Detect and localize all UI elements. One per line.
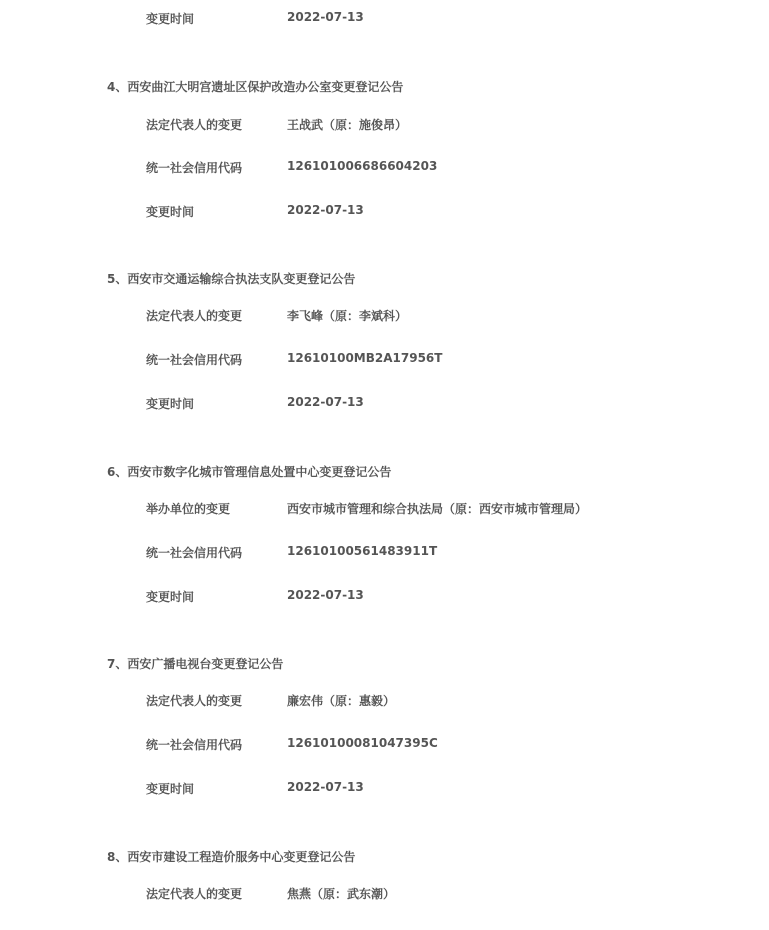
notice-row-value: 西安市城市管理和综合执法局（原：西安市城市管理局） (287, 502, 588, 516)
notice-row-value: 12610100561483911T (287, 544, 438, 558)
notice-row-value: 12610100MB2A17956T (287, 351, 443, 365)
notice-row-label: 变更时间 (146, 590, 195, 604)
notice-title: 6、西安市数字化城市管理信息处置中心变更登记公告 (107, 465, 392, 479)
notice-row-label: 法定代表人的变更 (146, 118, 243, 132)
notice-title: 4、西安曲江大明宫遗址区保护改造办公室变更登记公告 (107, 80, 404, 94)
notice-row-value: 2022-07-13 (287, 395, 364, 409)
notice-row-label: 统一社会信用代码 (146, 546, 243, 560)
notice-row-label: 变更时间 (146, 205, 195, 219)
notice-row-value: 李飞峰（原：李斌科） (287, 309, 408, 323)
notice-row-value: 2022-07-13 (287, 780, 364, 794)
notice-row-value: 12610100081047395C (287, 736, 438, 750)
notice-row-label: 法定代表人的变更 (146, 887, 243, 901)
notice-row-label: 举办单位的变更 (146, 502, 231, 516)
notice-row-value: 2022-07-13 (287, 588, 364, 602)
notice-row-label: 变更时间 (146, 397, 195, 411)
notice-title: 5、西安市交通运输综合执法支队变更登记公告 (107, 272, 356, 286)
notice-title: 8、西安市建设工程造价服务中心变更登记公告 (107, 850, 356, 864)
notice-row-value: 廉宏伟（原：惠毅） (287, 694, 396, 708)
notice-row-label: 法定代表人的变更 (146, 309, 243, 323)
notice-row-label: 统一社会信用代码 (146, 353, 243, 367)
notice-row-value: 王战武（原：施俊昂） (287, 118, 408, 132)
notice-row-value: 2022-07-13 (287, 203, 364, 217)
change-time-value: 2022-07-13 (287, 10, 364, 24)
notice-row-label: 法定代表人的变更 (146, 694, 243, 708)
notice-row-value: 焦燕（原：武东潮） (287, 887, 396, 901)
notice-title: 7、西安广播电视台变更登记公告 (107, 657, 284, 671)
notice-row-label: 统一社会信用代码 (146, 161, 243, 175)
notice-row-label: 变更时间 (146, 782, 195, 796)
notice-row-value: 126101006686604203 (287, 159, 438, 173)
notice-row-label: 统一社会信用代码 (146, 738, 243, 752)
change-time-label: 变更时间 (146, 12, 195, 26)
